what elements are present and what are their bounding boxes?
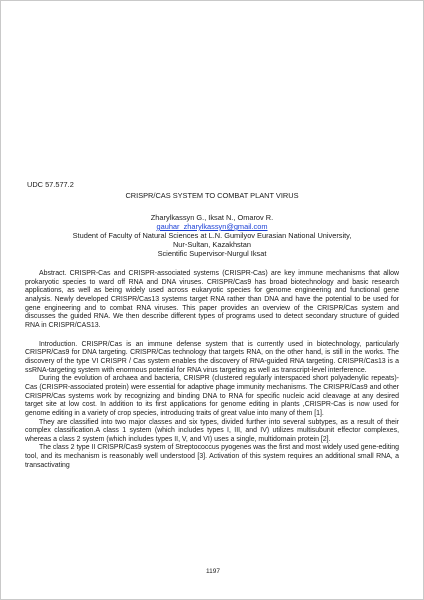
abstract-paragraph: Abstract. CRISPR-Cas and CRISPR-associated systems (CRISPR-Cas) are key immune mechanisms that allow prokaryotic species to ward off RNA and DNA viruses. CRISPR/Cas9 has broad biotechnology and basic research applications, as well as being widely used across eukaryotic species for genome engineering and functional gene analysis. Newly developed CRISPR/Cas13 systems target RNA rather than DNA and have the potential to be used for gene engineering and to combat RNA viruses. This paper provides an overview of the CRISPR/Cas system and discusses the guided RNA. We then describe different types of programs used to detect secondary structure of guided RNA in CRISPR/CAS13.: [25, 270, 399, 329]
author-block: [25, 213, 399, 258]
udc-code: UDC 57.577.2: [27, 180, 74, 189]
body-paragraph-4: The class 2 type II CRISPR/Cas9 system of Streptococcus pyogenes was the first and most widely used gene-editing tool, and its mechanism is reasonably well understood [3]. Activation of this system requires an additional small RNA, a transactivating: [25, 444, 399, 469]
affiliation-line-1: Student of Faculty of Natural Sciences at L.N. Gumilyov Eurasian National University,: [72, 231, 352, 240]
article-title: CRISPR/CAS SYSTEM TO COMBAT PLANT VIRUS: [125, 191, 299, 200]
supervisor-line: Scientific Supervisor-Nurgul Iksat: [157, 249, 267, 258]
body-paragraph-2: During the evolution of archaea and bacteria, CRISPR (clustered regularly interspaced short polyadenylic repeats)-Cas (CRISPR-associated protein) were essential for adaptive phage immunity mechanisms. The CRISPR/Cas9 and other CRISPR/Cas systems work by recognizing and binding DNA to RNA for specific nucleic acid cleavage at any desired target site at low cost. In addition to its first applications for genome editing in plants ,CRISPR-Cas is now used for genome editing in a variety of crop species, introducing traits of great value into many of them [1].: [25, 375, 399, 417]
introduction-paragraph: Introduction. CRISPR/Cas is an immune defense system that is currently used in biotechnology, particularly CRISPR/Cas9 for DNA targeting. CRISPR/Cas technology that targets RNA, on the other hand, is still in the works. The discovery of the type VI CRISPR / Cas system enables the discovery of RNA-guided RNA targeting. CRISPR/Cas13 is a ssRNA-targeting system with enormous potential for RNA virus targeting as well as transcript-level interference.: [25, 340, 399, 374]
affiliation-line-2: Nur-Sultan, Kazakhstan: [172, 240, 252, 249]
author-names: Zharylkassyn G., Iksat N., Omarov R.: [150, 213, 274, 222]
article-body: [25, 180, 399, 470]
author-email-link[interactable]: gauhar_zharylkassyn@gmail.com: [156, 222, 268, 231]
body-paragraph-3: They are classified into two major classes and six types, divided further into several subtypes, as a result of their complex classification.A class 1 system (which includes types I, III, and IV) utilizes multisubunit effector complexes, whereas a class 2 system (which includes types II, V, and VI) uses a single, multidomain protein [2].: [25, 418, 399, 443]
page-number: 1197: [206, 568, 220, 575]
